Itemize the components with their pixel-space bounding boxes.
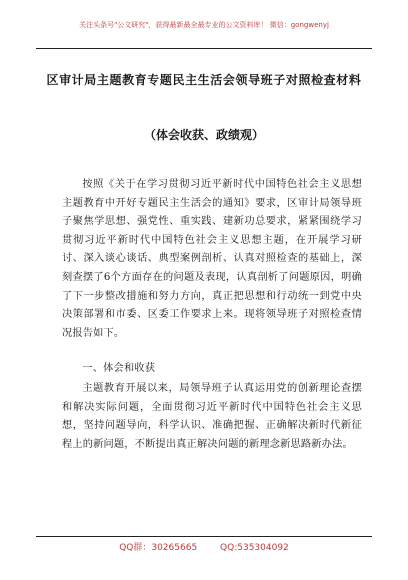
header-note: 关注头条号"公文研究"，获得最新最全最专业的公文资料库！ 微信：gongwenyj [79,21,329,29]
document-title: 区审计局主题教育专题民主生活会领导班子对照检查材料 [46,73,362,87]
document-subtitle: （体会收获、政绩观） [143,128,264,142]
header-divider [36,48,372,49]
footer-qq-group: QQ群：30265665 [119,543,198,553]
footer-divider [36,536,372,537]
paragraph-body: 主题教育开展以来，局领导班子认真运用党的创新理论查摆和解决实际问题，全面贯彻习近平新时代中国特色社会主义思想，坚持问题导向，科学认识、准确把握、正确解决新时代新征程上的新问题，不断提出真正解决问题的新理念新思路新办法。 [62,383,362,450]
section-heading: 一、体会和收获 [82,363,156,374]
footer-qq: QQ:535304092 [220,543,289,553]
footer [0,540,408,553]
paragraph-intro: 按照《关于在学习贯彻习近平新时代中国特色社会主义思想主题教育中开好专题民主生活会的通知》要求，区审计局领导班子聚焦学思想、强党性、重实践、建新功总要求，紧紧围绕学习贯彻习近平新时代中国特色社会主义思想主题，在开展学习研讨、深入谈心谈话、典型案例剖析、认真对照检查的基础上，深刻查摆了6个方面存在的问题及表现，认真剖析了问题原因，明确了下一步整改措施和努力方向，真正把思想和行动统一到党中央决策部署和市委、区委工作要求上来。现将领导班子对照检查情况报告如下。 [62,179,362,339]
